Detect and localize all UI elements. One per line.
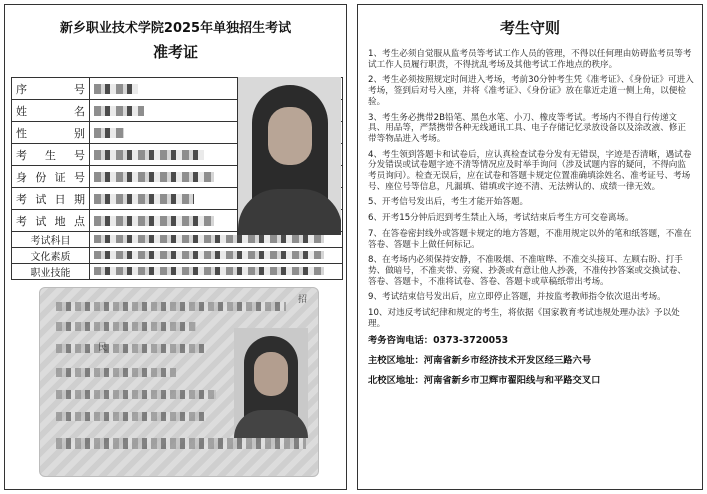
field-value-redacted: [90, 248, 343, 264]
id-card-redacted-line: [56, 322, 196, 331]
table-row: [12, 264, 343, 280]
id-card-portrait: [234, 328, 308, 438]
field-label: 考试日期: [12, 188, 90, 210]
id-card-char: 民: [98, 343, 108, 353]
id-card-redacted-line: [56, 302, 286, 311]
rule-item: 9、考试结束信号发出后，应立即停止答题，并按监考教师指令依次退出考场。: [368, 292, 666, 303]
field-label: 姓 名: [12, 100, 90, 122]
id-card-redacted-line: [56, 438, 306, 449]
rules-list: [368, 49, 694, 395]
portrait-face-redacted: [254, 352, 288, 396]
subjects-header: 考试科目: [12, 232, 90, 248]
subject-name: 文化素质: [12, 248, 90, 264]
rule-item: 5、开考信号发出后，考生才能开始答题。: [368, 197, 529, 208]
candidate-photo: [237, 77, 341, 235]
table-row: [12, 248, 343, 264]
subject-name: 职业技能: [12, 264, 90, 280]
ticket-title: 准考证: [152, 43, 198, 61]
exam-rules-panel: [357, 4, 703, 490]
school-title: 新乡职业技术学院2025年单独招生考试: [59, 21, 292, 36]
rule-item: 3、考生务必携带2B铅笔、黑色水笔、小刀、橡皮等考试。考场内不得自行传递文具、用品等，严禁携带各种无线通讯工具、电子存储记忆录放设备以及涂改液、修正带等物品进入考场。: [368, 112, 686, 144]
rule-item: 6、开考15分钟后迟到考生禁止入场，考试结束后考生方可交卷离场。: [368, 213, 634, 224]
rule-item: 4、考生领到答题卡和试卷后，应认真检查试卷分发有无错误，字迹是否清晰，遇试卷分发错误或试卷题字迹不清等情况应及时举手询问（涉及试题内容的疑问，不得向监考员询问）。检查无误后，应在试卷和答题卡规定位置准确填涂姓名、准考证号、考场号、座位号等信息，凡漏填、错填或字迹不清、无法辨认的、成绩一律无效。: [368, 149, 692, 192]
contact-phone: 考务咨询电话：0373-3720053: [368, 335, 509, 347]
id-card-redacted-line: [56, 368, 176, 377]
photo-shoulder: [238, 189, 341, 235]
rules-title: 考生守则: [499, 19, 560, 37]
id-card-redacted-line: [56, 390, 216, 399]
field-label: 序 号: [12, 78, 90, 100]
field-label: 身份证号: [12, 166, 90, 188]
field-label: 性 别: [12, 122, 90, 144]
field-label: 考试地点: [12, 210, 90, 232]
rule-item: 7、在答卷密封线外或答题卡规定的地方答题，不准用规定以外的笔和纸答题，不准在答卷、答题卡上做任何标记。: [368, 228, 692, 250]
id-card-char: 招: [298, 295, 308, 305]
id-card-redacted-line: [56, 412, 206, 421]
main-campus-address: 主校区地址：河南省新乡市经济技术开发区经三路六号: [368, 355, 592, 367]
id-card-redacted-line: [56, 344, 206, 353]
rule-item: 8、在考场内必须保持安静，不准吸烟、不准喧哗、不准交头接耳、左顾右盼、打手势、做暗号，不准夹带、旁窥、抄袭或有意让他人抄袭，不准传抄答案或交换试卷、答卷、答题卡，不准将试卷、答卷、答题卡或草稿纸带出考场。: [368, 255, 686, 287]
admission-ticket: [4, 4, 347, 490]
field-label: 考 生 号: [12, 144, 90, 166]
id-card-image: [39, 287, 319, 477]
rule-item: 2、考生必须按照规定时间进入考场，考前30分钟考生凭《准考证》、《身份证》可进入考场，签到后对号入座，并将《准考证》、《身份证》放在靠近走道一侧上角，以便检验。: [368, 75, 694, 107]
photo-face-redacted: [268, 107, 312, 165]
field-value-redacted: [90, 264, 343, 280]
rule-item: 1、考生必须自觉服从监考员等考试工作人员的管理，不得以任何理由妨碍监考员等考试工作人员履行职责，不得扰乱考场及其他考试工作地点的秩序。: [368, 49, 692, 70]
rule-item: 10、对违反考试纪律和规定的考生，将依据《国家教育考试违规处理办法》予以处理。: [368, 308, 680, 329]
north-campus-address: 北校区地址：河南省新乡市卫辉市翟阳线与和平路交叉口: [368, 375, 601, 387]
